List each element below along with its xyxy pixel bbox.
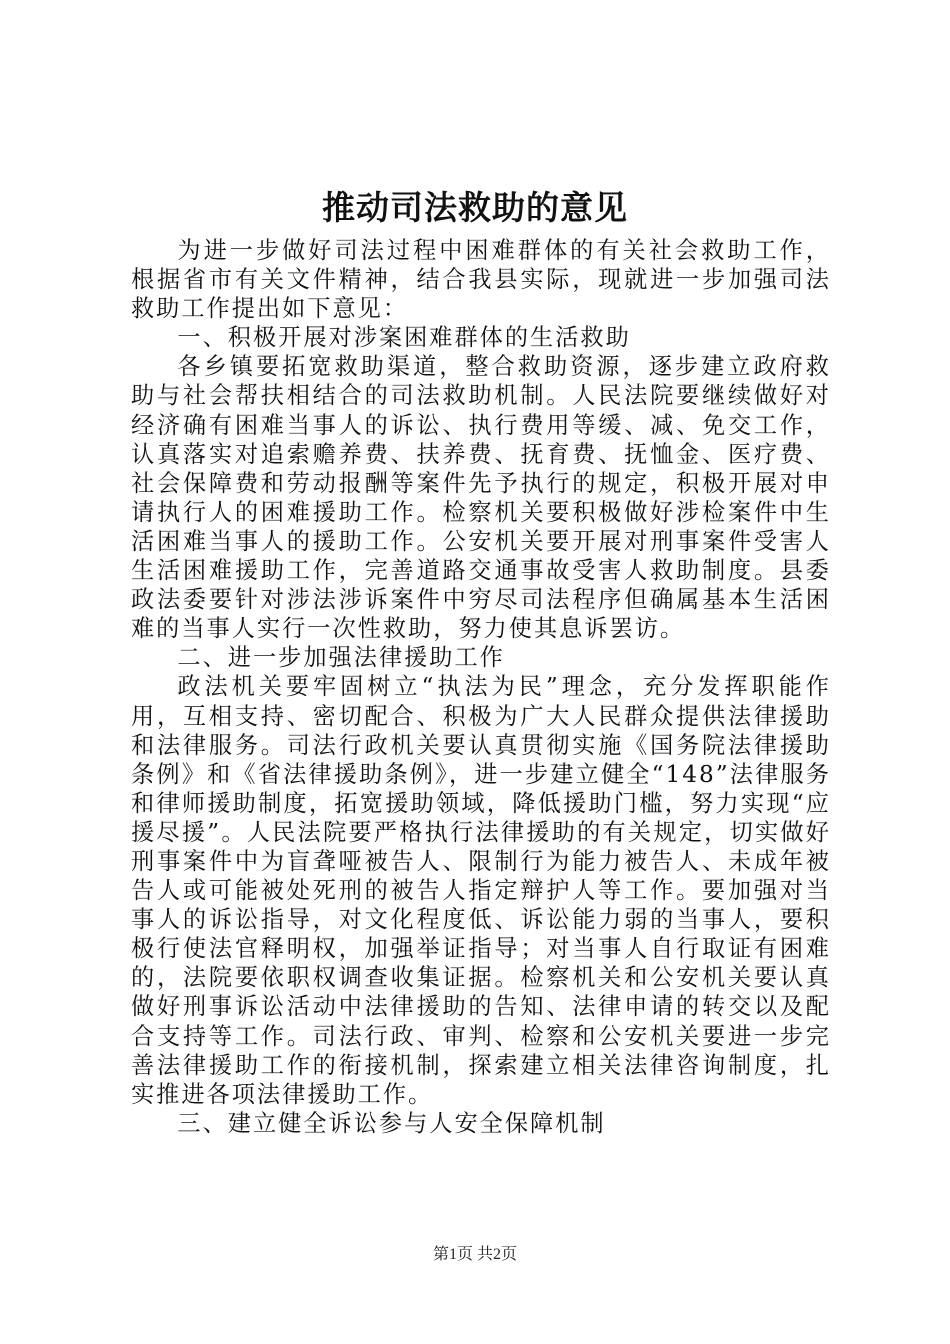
section-2-paragraph: 政法机关要牢固树立“执法为民”理念，充分发挥职能作用，互相支持、密切配合、积极为广大人民群众提供法律援助和法律服务。司法行政机关要认真贯彻实施《国务院法律援助条例》和《省法律援助条例》，进一步建立健全“148”法律服务和律师援助制度，拓宽援助领域，降低援助门槛，努力实现“应援尽援”。人民法院要严格执行法律援助的有关规定，切实做好刑事案件中为盲聋哑被告人、限制行为能力被告人、未成年被告人或可能被处死刑的被告人指定辩护人等工作。要加强对当事人的诉讼指导，对文化程度低、诉讼能力弱的当事人，要积极行使法官释明权，加强举证指导；对当事人自行取证有困难的，法院要依职权调查收集证据。检察机关和公安机关要认真做好刑事诉讼活动中法律援助的告知、法律申请的转交以及配合支持等工作。司法行政、审判、检察和公安机关要进一步完善法律援助工作的衔接机制，探索建立相关法律咨询制度，扎实推进各项法律援助工作。 [131, 673, 831, 1108]
document-body [131, 236, 831, 1138]
section-heading-1: 一、积极开展对涉案困难群体的生活救助 [177, 324, 631, 352]
section-heading-3: 三、建立健全诉讼参与人安全保障机制 [177, 1109, 606, 1137]
section-1-paragraph: 各乡镇要拓宽救助渠道，整合救助资源，逐步建立政府救助与社会帮扶相结合的司法救助机制。人民法院要继续做好对经济确有困难当事人的诉讼、执行费用等缓、减、免交工作，认真落实对追索赡养费、扶养费、抚育费、抚恤金、医疗费、社会保障费和劳动报酬等案件先予执行的规定，积极开展对申请执行人的困难援助工作。检察机关要积极做好涉检案件中生活困难当事人的援助工作。公安机关要开展对刑事案件受害人生活困难援助工作，完善道路交通事故受害人救助制度。县委政法委要针对涉法涉诉案件中穷尽司法程序但确属基本生活困难的当事人实行一次性救助，努力使其息诉罢访。 [131, 353, 831, 643]
page-number-footer: 第1页 共2页 [432, 1246, 517, 1263]
intro-paragraph: 为进一步做好司法过程中困难群体的有关社会救助工作，根据省市有关文件精神，结合我县实际，现就进一步加强司法救助工作提出如下意见： [131, 237, 831, 323]
section-heading-2: 二、进一步加强法律援助工作 [177, 644, 505, 672]
document-title: 推动司法救助的意见 [322, 188, 628, 227]
